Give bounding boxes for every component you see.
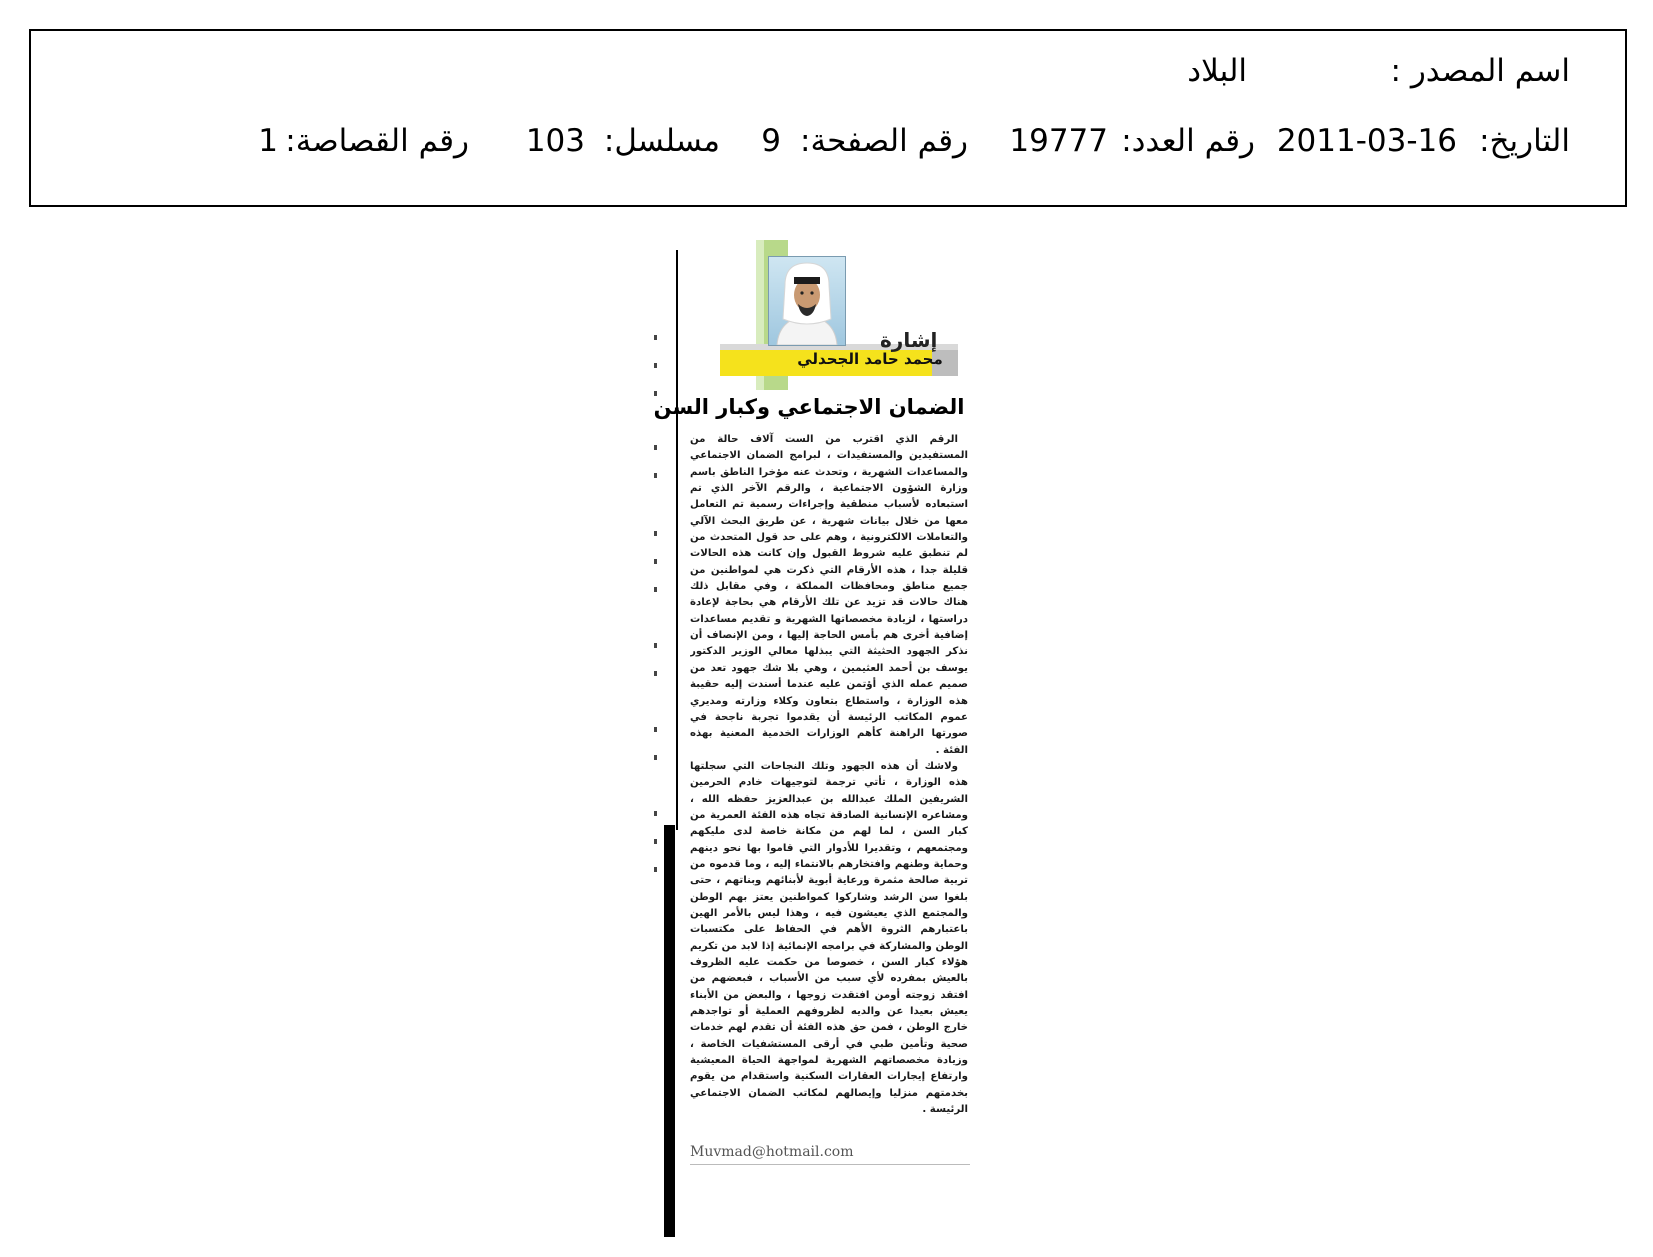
article-body xyxy=(690,432,968,1122)
column-label: إشارة xyxy=(880,328,938,352)
issue-label: رقم العدد: xyxy=(1121,123,1255,159)
article-paragraph-1: الرقم الذي اقترب من الست آلاف حالة من المستفيدين والمستفيدات ، لبرامج الضمان الاجتماعي والمساعدات الشهرية ، وتحدث عنه مؤخرا الناطق باسم وزارة الشؤون الاجتماعية ، والرقم الآخر الذي تم استبعاده لأسباب منطقية وإجراءات رسمية تم التعامل معها من خلال بيانات شهرية ، عن طريق البحث الآلي والتعاملات الالكترونية ، وهم على حد قول المتحدث من لم تنطبق عليه شروط القبول وإن كانت هذه الحالات قليلة جدا ، هذه الأرقام التي ذكرت هي لمواطنين من جميع مناطق ومحافظات المملكة ، وفي مقابل ذلك هناك حالات قد تزيد عن تلك الأرقام هي بحاجة لإعادة دراستها ، لزيادة مخصصاتها الشهرية و تقديم مساعدات إضافية أخرى هم بأمس الحاجة إليها ، ومن الإنصاف أن نذكر الجهود الحثيثة التي يبذلها معالي الوزير الدكتور يوسف بن أحمد العثيمين ، وهي بلا شك جهود تعد من صميم عمله الذي أؤتمن عليه عندما أسندت إليه حقيبة هذه الوزارة ، واستطاع بتعاون وكلاء وزارته ومديري عموم المكاتب الرئيسة أن يقدموا تجربة ناجحة في صورتها الراهنة كأهم الوزارات الخدمية المعنية بهذه الفئة . xyxy=(690,434,968,756)
article-paragraph-2: ولاشك أن هذه الجهود وتلك النجاحات التي سجلتها هذه الوزارة ، تأتي ترجمة لتوجيهات خادم الحرمين الشريفين الملك عبدالله بن عبدالعزيز حفظه الله ، ومشاعره الإنسانية الصادقة تجاه هذه الفئة العمرية من كبار السن ، لما لهم من مكانة خاصة لدى مليكهم ومجتمعهم ، وتقديرا للأدوار التي قاموا بها نحو دينهم وحماية وطنهم وافتخارهم بالانتماء إليه ، وما قدموه من تربية صالحة مثمرة ورعاية أبوية لأبنائهم وبناتهم ، حتى بلغوا سن الرشد وشاركوا كمواطنين يعتز بهم الوطن والمجتمع الذي يعيشون فيه ، وهذا ليس بالأمر الهين باعتبارهم الثروة الأهم في الحفاظ على مكتسبات الوطن والمشاركة في برامجه الإنمائية إذا لابد من تكريم هؤلاء كبار السن ، خصوصا من حكمت عليه الظروف بالعيش بمفرده لأي سبب من الأسباب ، فبعضهم من افتقد زوجته أومن افتقدت زوجها ، والبعض من الأبناء يعيش بعيدا عن والديه لظروفهم العملية أو تواجدهم خارج الوطن ، فمن حق هذه الفئة أن تقدم لهم خدمات صحية وتأمين طبي في أرقى المستشفيات الخاصة ، وزيادة مخصصاتهم الشهرية لمواجهة الحياة المعيشية وارتفاع إيجارات العقارات السكنية واستقدام من يقوم بخدمتهم منزليا وإيصالهم لمكاتب الضمان الاجتماعي الرئيسة . xyxy=(690,760,968,1116)
date-value: 2011-03-16 xyxy=(1276,123,1457,159)
column-divider-thick xyxy=(664,825,675,1237)
author-email: Muvmad@hotmail.com xyxy=(690,1144,854,1160)
date-label: التاريخ: xyxy=(1479,123,1570,159)
issue-value: 19777 xyxy=(1009,123,1108,159)
clip-number-label: رقم القصاصة: xyxy=(285,123,469,159)
left-margin-marks xyxy=(650,335,662,1055)
author-photo xyxy=(768,256,846,346)
author-name: محمد حامد الجحدلي xyxy=(797,350,943,368)
author-portrait-icon xyxy=(769,257,845,345)
page-value: 9 xyxy=(761,123,781,159)
column-divider-thin xyxy=(676,250,678,830)
clipping-metadata-box xyxy=(29,29,1627,207)
serial-label: مسلسل: xyxy=(603,123,720,159)
newspaper-clipping xyxy=(650,240,980,1240)
bottom-rule xyxy=(690,1164,970,1165)
serial-value: 103 xyxy=(525,123,585,159)
clip-number-value: 1 xyxy=(258,123,278,159)
source-value: البلاد xyxy=(1187,53,1247,89)
column-header xyxy=(690,240,970,390)
page-label: رقم الصفحة: xyxy=(800,123,968,159)
article-headline: الضمان الاجتماعي وكبار السن xyxy=(653,395,965,419)
source-label: اسم المصدر : xyxy=(1390,53,1570,89)
